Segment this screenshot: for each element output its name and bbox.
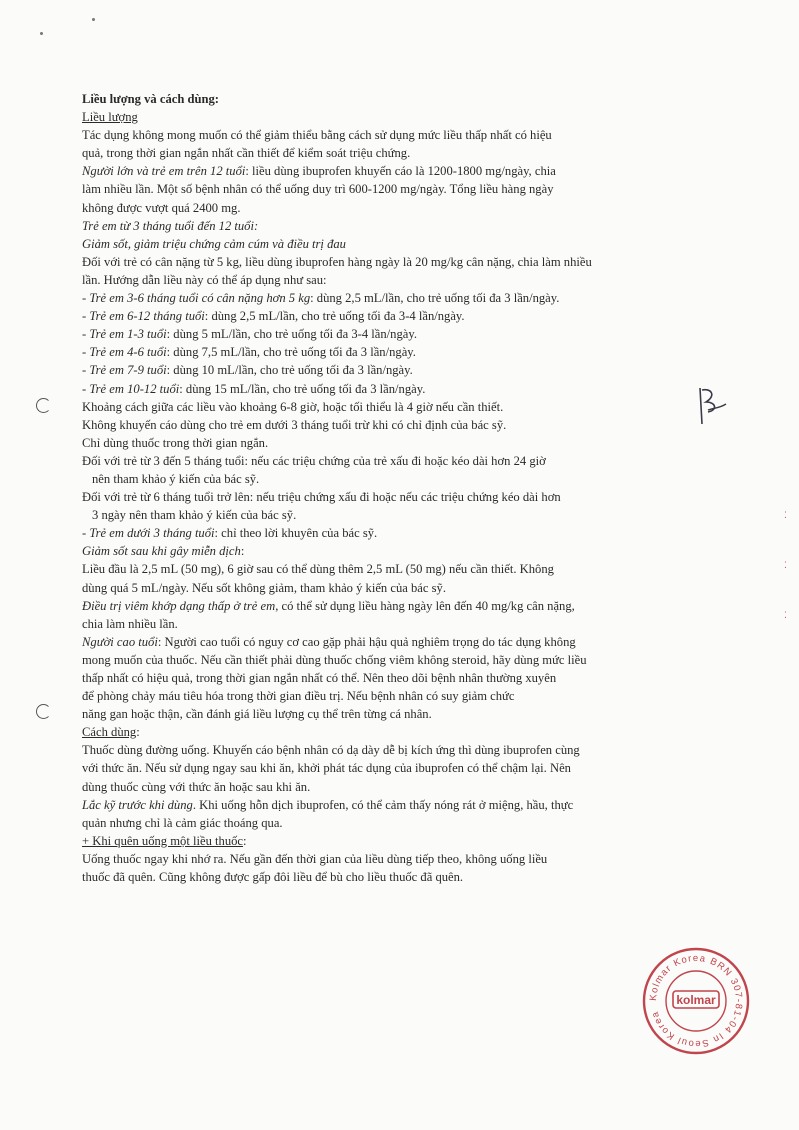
dose-item — [82, 325, 722, 343]
punch-hole-mark — [36, 704, 51, 719]
text-line: Liều đầu là 2,5 mL (50 mg), 6 giờ sau có thể dùng thêm 2,5 mL (50 mg) nếu cần thiết. Không — [82, 562, 554, 577]
text-line: Không khuyến cáo dùng cho trẻ em dưới 3 tháng tuổi trừ khi có chỉ định của bác sỹ. — [82, 417, 507, 432]
arthritis-text: , có thể sử dụng liều hàng ngày lên đến 40 mg/kg cân nặng, — [275, 598, 575, 613]
arthritis-label: Điều trị viêm khớp dạng thấp ở trẻ em — [82, 598, 276, 613]
text-line: Đối với trẻ có cân nặng từ 5 kg, liều dùng ibuprofen hàng ngày là 20 mg/kg cân nặng, chia làm nhiều — [82, 254, 592, 269]
text-line: chia làm nhiều lần. — [82, 616, 178, 631]
adult-dose-line — [82, 162, 722, 180]
arthritis-line — [82, 597, 722, 615]
dose-item-label: - Trẻ em 3-6 tháng tuổi có cân nặng hơn 5 kg — [82, 291, 311, 306]
text-line: thuốc đã quên. Cũng không được gấp đôi liều để bù cho liều thuốc đã quên. — [82, 870, 464, 885]
text-line: thấp nhất có hiệu quả, trong thời gian ngắn nhất có thể. Nên theo dõi bệnh nhân thường xuyên — [82, 671, 557, 685]
text-line: Thuốc dùng đường uống. Khuyến cáo bệnh nhân có dạ dày dễ bị kích ứng thì dùng ibuprofen cùng — [82, 743, 580, 758]
text-line: Đối với trẻ từ 3 đến 5 tháng tuổi: nếu các triệu chứng của trẻ xấu đi hoặc kéo dài hơn 24 giờ — [82, 453, 546, 468]
text-line: năng gan hoặc thận, cần đánh giá liều lượng cụ thể trên từng cá nhân. — [82, 707, 432, 722]
text-line: quản nhưng chỉ là cảm giác thoáng qua. — [82, 815, 283, 830]
vaccine-title: Giảm sốt sau khi gây miễn dịch — [82, 544, 241, 559]
usage-title: Cách dùng — [82, 725, 137, 740]
dose-item — [82, 289, 722, 307]
signature-initials — [686, 380, 736, 430]
adult-text: : liều dùng ibuprofen khuyến cáo là 1200-1800 mg/ngày, chia — [245, 164, 556, 179]
text-line: với thức ăn. Nếu sử dụng ngay sau khi ăn, khởi phát tác dụng của ibuprofen có thể chậm lại. Nên — [82, 761, 571, 776]
text-line: Uống thuốc ngay khi nhớ ra. Nếu gần đến thời gian của liều dùng tiếp theo, không uống liều — [82, 851, 548, 866]
margin-mark: ⁚ — [784, 610, 787, 620]
text-line: nên tham khảo ý kiến của bác sỹ. — [92, 471, 260, 486]
vaccine-colon: : — [240, 544, 245, 559]
elderly-label: Người cao tuổi — [82, 634, 158, 649]
dose-item-label: - Trẻ em 4-6 tuổi — [82, 345, 167, 360]
usage-title-line — [82, 723, 722, 741]
scan-speck — [40, 32, 43, 35]
margin-mark: ⁚ — [784, 510, 787, 520]
shake-line — [82, 796, 722, 814]
dose-item-text: : dùng 2,5 mL/lần, cho trẻ uống tối đa 3-4 lần/ngày. — [204, 309, 465, 324]
elderly-line — [82, 633, 722, 651]
usage-colon: : — [136, 725, 140, 740]
dose-item-text: : dùng 15 mL/lần, cho trẻ uống tối đa 3 lần/ngày. — [179, 381, 426, 396]
under3-text: : chỉ theo lời khuyên của bác sỹ. — [214, 526, 378, 541]
dose-item-label: - Trẻ em 6-12 tháng tuổi — [82, 309, 205, 324]
missed-colon: : — [243, 833, 247, 848]
text-line: để phòng chảy máu tiêu hóa trong thời gian điều trị. Nếu bệnh nhân có suy giảm chức — [82, 689, 515, 704]
fever-title: Giảm sốt, giảm triệu chứng cảm cúm và điều trị đau — [82, 236, 346, 251]
company-stamp — [640, 945, 752, 1057]
text-line: 3 ngày nên tham khảo ý kiến của bác sỹ. — [92, 508, 297, 523]
vaccine-title-line — [82, 542, 722, 560]
dose-item — [82, 307, 722, 325]
dose-item — [82, 361, 722, 379]
under3-line — [82, 524, 722, 542]
dose-item-text: : dùng 5 mL/lần, cho trẻ uống tối đa 3-4 lần/ngày. — [166, 327, 417, 342]
missed-title-line — [82, 832, 722, 850]
elderly-text: : Người cao tuổi có nguy cơ cao gặp phải hậu quả nghiêm trọng do tác dụng không — [157, 634, 576, 649]
under3-label: - Trẻ em dưới 3 tháng tuổi — [82, 526, 215, 541]
dose-item-text: : dùng 2,5 mL/lần, cho trẻ uống tối đa 3 lần/ngày. — [310, 291, 560, 306]
document-body — [82, 90, 722, 886]
dose-item-text: : dùng 7,5 mL/lần, cho trẻ uống tối đa 3 lần/ngày. — [166, 345, 416, 360]
text-line: quả, trong thời gian ngắn nhất cần thiết để kiểm soát triệu chứng. — [82, 146, 411, 161]
dose-item — [82, 380, 722, 398]
text-line: mong muốn của thuốc. Nếu cần thiết phải dùng thuốc chống viêm không steroid, hãy dùng mức liều — [82, 652, 587, 667]
dose-item-label: - Trẻ em 1-3 tuổi — [82, 327, 167, 342]
text-line: lần. Hướng dẫn liều này có thể áp dụng như sau: — [82, 272, 327, 287]
text-line: không được vượt quá 2400 mg. — [82, 200, 241, 215]
shake-text: . Khi uống hỗn dịch ibuprofen, có thể cảm thấy nóng rát ở miệng, hầu, thực — [192, 797, 574, 812]
dose-title: Liều lượng — [82, 110, 138, 125]
shake-label: Lắc kỹ trước khi dùng — [82, 797, 193, 812]
text-line: Khoảng cách giữa các liều vào khoảng 6-8 giờ, hoặc tối thiểu là 4 giờ nếu cần thiết. — [82, 399, 504, 414]
text-line: Tác dụng không mong muốn có thể giảm thiểu bằng cách sử dụng mức liều thấp nhất có hiệu — [82, 128, 552, 143]
text-line: Đối với trẻ từ 6 tháng tuổi trở lên: nếu triệu chứng xấu đi hoặc nếu các triệu chứng kéo dài hơn — [82, 490, 561, 505]
dose-item-text: : dùng 10 mL/lần, cho trẻ uống tối đa 3 lần/ngày. — [166, 363, 413, 378]
punch-hole-mark — [36, 398, 51, 413]
stamp-center-text: kolmar — [676, 993, 716, 1007]
stamp-ring-text: Kolmar Korea BRN 307-81-04 In Seoul Korea — [647, 952, 745, 1050]
missed-title: + Khi quên uống một liều thuốc — [82, 833, 244, 848]
text-line: dùng quá 5 mL/ngày. Nếu sốt không giảm, tham khảo ý kiến của bác sỹ. — [82, 580, 446, 595]
section-heading: Liều lượng và cách dùng: — [82, 92, 219, 106]
text-line: dùng thuốc cùng với thức ăn hoặc sau khi ăn. — [82, 779, 311, 794]
scan-speck — [92, 18, 95, 21]
text-line: Chỉ dùng thuốc trong thời gian ngắn. — [82, 435, 269, 450]
dose-item-label: - Trẻ em 7-9 tuổi — [82, 363, 167, 378]
adult-label: Người lớn và trẻ em trên 12 tuổi — [82, 164, 246, 179]
text-line: làm nhiều lần. Một số bệnh nhân có thể uống duy trì 600-1200 mg/ngày. Tổng liều hàng ngày — [82, 182, 554, 197]
child-range-title: Trẻ em từ 3 tháng tuổi đến 12 tuổi: — [82, 218, 259, 233]
dose-item-label: - Trẻ em 10-12 tuổi — [82, 381, 180, 396]
margin-mark: ⁚ — [784, 560, 787, 570]
dose-item — [82, 343, 722, 361]
